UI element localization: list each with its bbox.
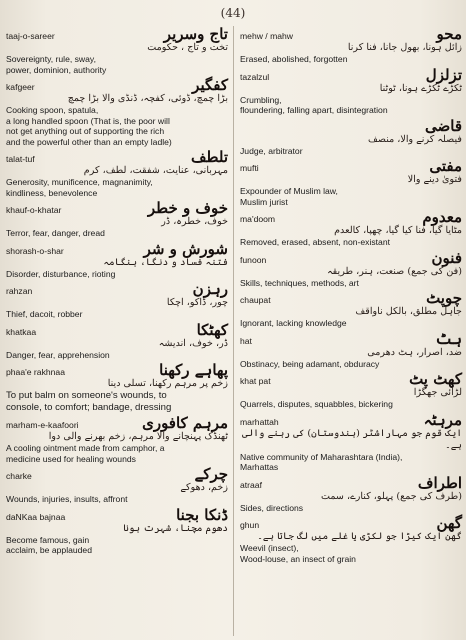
- english-definition: Terror, fear, danger, dread: [6, 228, 105, 238]
- urdu-headword: شورش و شر: [143, 239, 228, 258]
- entry-head: [6, 26, 228, 42]
- urdu-headword: گھن: [436, 514, 462, 532]
- dictionary-entry: [6, 77, 228, 147]
- urdu-meaning: خوف، خطرہ، ڈر: [161, 216, 228, 227]
- entry-head: [240, 209, 462, 225]
- entry-head: [240, 67, 462, 83]
- dictionary-entry: [6, 362, 228, 413]
- transliteration: atraaf: [240, 479, 262, 490]
- entry-head: [6, 241, 228, 257]
- urdu-headword: خوف و خطر: [147, 199, 228, 217]
- english-definition: a long handled spoon (That is, the poor will: [6, 115, 170, 126]
- english-definition: Erased, abolished, forgotten: [240, 54, 348, 64]
- dictionary-entry: [6, 507, 228, 556]
- dictionary-entry: [240, 371, 462, 410]
- transliteration: hat: [240, 335, 252, 346]
- urdu-meaning: فتویٰ دینے والا: [407, 174, 462, 185]
- dictionary-entry: [6, 466, 228, 505]
- english-definition: Native community of Maharashtara (India),: [240, 451, 403, 462]
- urdu-headword: محو: [436, 25, 462, 43]
- english-definition: Cooking spoon, spatula,: [6, 105, 99, 115]
- english-definition: Judge, arbitrator: [240, 145, 303, 156]
- urdu-meaning: ایک قوم جو مہاراشٹر (ہندوستان) کی رہنے والی ہے۔: [242, 427, 462, 451]
- transliteration: mufti: [240, 163, 259, 173]
- urdu-meaning: مہربانی، عنایت، شفقت، لطف، کرم: [83, 165, 228, 176]
- english-definition: Removed, erased, absent, non-existant: [240, 237, 391, 247]
- dictionary-entry: [240, 290, 462, 329]
- transliteration: funoon: [240, 254, 267, 265]
- dictionary-entry: [6, 415, 228, 464]
- english-definition: Skills, techniques, methods, art: [240, 277, 359, 288]
- entry-head: [6, 77, 228, 93]
- urdu-headword: فنون: [431, 248, 462, 267]
- urdu-headword: پھاہے رکھنا: [159, 361, 228, 379]
- dictionary-entry: [6, 322, 228, 361]
- transliteration: shorash-o-shar: [6, 245, 64, 256]
- urdu-headword: چوپٹ: [426, 289, 462, 307]
- urdu-meaning: جاہل مطلق، بالکل ناواقف: [355, 306, 462, 317]
- english-definition: Sides, directions: [240, 502, 304, 513]
- english-definition: Obstinacy, being adamant, obduracy: [240, 358, 380, 369]
- urdu-headword: مرہٹہ: [423, 410, 462, 429]
- transliteration: phaa'e rakhnaa: [6, 367, 65, 377]
- urdu-headword: تاج وسریر: [163, 25, 228, 43]
- urdu-meaning: (طرف کی جمع) پہلو، کنارے، سمت: [320, 490, 462, 502]
- entry-head: [240, 515, 462, 531]
- entry-head: [6, 281, 228, 297]
- english-definition: acclaim, be applauded: [6, 545, 92, 555]
- urdu-meaning: فیصلہ کرنے والا، منصف: [367, 133, 462, 145]
- english-definition: Become famous, gain: [6, 534, 90, 545]
- transliteration: talat-tuf: [6, 154, 35, 164]
- transliteration: ma'doom: [240, 214, 276, 224]
- dictionary-entry: [6, 241, 228, 280]
- transliteration: khat pat: [240, 376, 271, 386]
- english-definition: Marhattas: [240, 462, 279, 472]
- left-column: [6, 24, 228, 556]
- urdu-meaning: بڑا چمچ، ڈوئی، کفچہ، ڈنڈی والا بڑا چمچ: [67, 93, 228, 104]
- urdu-headword: ہٹ: [435, 329, 462, 348]
- dictionary-entry: [6, 26, 228, 75]
- column-divider: [233, 26, 234, 636]
- dictionary-entry: [240, 158, 462, 207]
- entry-head: [240, 26, 462, 42]
- english-definition: Danger, fear, apprehension: [6, 349, 110, 360]
- dictionary-entry: [240, 209, 462, 248]
- urdu-meaning: ضد، اصرار، ہٹ دھرمی: [367, 346, 462, 358]
- entry-head: [6, 322, 228, 338]
- dictionary-entry: [6, 281, 228, 320]
- transliteration: daNKaa bajnaa: [6, 511, 66, 522]
- english-definition: Disorder, disturbance, rioting: [6, 268, 116, 279]
- urdu-headword: تزلزل: [425, 65, 462, 84]
- english-definition: not get anything out of supporting the rich: [6, 126, 165, 136]
- urdu-headword: مفتی: [429, 157, 462, 175]
- dictionary-entry: [240, 475, 462, 514]
- urdu-meaning: مٹایا گیا، فنا کیا گیا، چھپا، کالعدم: [334, 225, 462, 236]
- entry-head: [240, 118, 462, 134]
- urdu-meaning: زائل ہونا، بھول جانا، فنا کرنا: [347, 42, 462, 53]
- english-definition: Quarrels, disputes, squabbles, bickering: [240, 399, 393, 409]
- urdu-headword: تلطف: [191, 148, 228, 166]
- entry-head: [6, 200, 228, 216]
- entry-head: [240, 475, 462, 491]
- english-definition: Ignorant, lacking knowledge: [240, 318, 347, 328]
- english-definition: Crumbling,: [240, 94, 282, 105]
- entry-head: [240, 331, 462, 347]
- urdu-headword: اطراف: [417, 473, 462, 492]
- english-definition: A cooling ointment made from camphor, a: [6, 443, 165, 453]
- transliteration: rahzan: [6, 286, 33, 296]
- transliteration: khauf-o-khatar: [6, 205, 62, 215]
- dictionary-entry: [240, 412, 462, 473]
- english-definition: Generosity, munificence, magnanimity,: [6, 177, 153, 187]
- urdu-meaning: لڑائی جھگڑا: [413, 387, 462, 398]
- entry-head: [6, 415, 228, 431]
- english-definition: Thief, dacoit, robber: [6, 309, 83, 319]
- entry-head: [240, 371, 462, 387]
- urdu-meaning: فتنہ فساد و دنگا، ہنگامہ: [103, 256, 228, 268]
- transliteration: charke: [6, 471, 32, 481]
- entry-head: [6, 507, 228, 523]
- urdu-headword: ڈنکا بجنا: [176, 505, 228, 524]
- urdu-meaning: ٹکڑے ٹکڑے ہونا، ٹوٹنا: [379, 82, 462, 94]
- transliteration: marham-e-kaafoori: [6, 420, 79, 430]
- urdu-meaning: گھن ایک کیڑا جو لکڑی یا غلے میں لگ جاتا ہے۔: [257, 531, 462, 542]
- english-definition: To put balm on someone's wounds, to: [6, 390, 167, 401]
- transliteration: marhattah: [240, 416, 279, 427]
- dictionary-entry: [240, 515, 462, 564]
- urdu-meaning: ٹھنڈک پہنچانے والا مرہم، زخم بھرنے والی دوا: [48, 431, 228, 442]
- english-definition: Wounds, injuries, insults, affront: [6, 494, 128, 504]
- urdu-headword: رہزن: [192, 280, 228, 298]
- entry-head: [6, 149, 228, 165]
- english-definition: Weevil (insect),: [240, 543, 299, 553]
- english-definition: medicine used for healing wounds: [6, 453, 136, 464]
- dictionary-entry: [6, 200, 228, 239]
- dictionary-entry: [240, 250, 462, 289]
- transliteration: mehw / mahw: [240, 31, 294, 41]
- entry-head: [6, 466, 228, 482]
- urdu-meaning: دھوم مچنا، شہرت ہونا: [123, 522, 228, 534]
- entry-head: [240, 412, 462, 428]
- entry-head: [6, 362, 228, 378]
- english-definition: floundering, falling apart, disintegration: [240, 105, 388, 115]
- english-definition: power, dominion, authority: [6, 64, 107, 75]
- transliteration: ghun: [240, 520, 260, 530]
- urdu-headword: کھٹکا: [196, 320, 228, 339]
- urdu-meaning: (فن کی جمع) صنعت، ہنر، طریقہ: [327, 265, 462, 277]
- urdu-headword: معدوم: [422, 208, 462, 226]
- urdu-headword: کفگیر: [192, 76, 228, 94]
- urdu-headword: چرکے: [194, 465, 228, 483]
- transliteration: chaupat: [240, 295, 271, 305]
- dictionary-entry: [240, 26, 462, 65]
- urdu-meaning: زخم پر مرہم رکھنا، تسلی دینا: [107, 378, 228, 389]
- english-definition: and the powerful other than an empty ladle): [6, 136, 172, 147]
- urdu-meaning: تخت و تاج ، حکومت: [147, 42, 228, 53]
- transliteration: tazalzul: [240, 71, 270, 82]
- urdu-headword: کھٹ پٹ: [409, 370, 462, 388]
- entry-head: [240, 158, 462, 174]
- urdu-headword: قاضی: [425, 116, 462, 135]
- english-definition: Sovereignty, rule, sway,: [6, 54, 96, 64]
- urdu-meaning: ڈر، خوف، اندیشہ: [158, 337, 228, 349]
- transliteration: taaj-o-sareer: [6, 31, 55, 41]
- english-definition: console, to comfort; bandage, dressing: [6, 401, 172, 413]
- transliteration: kafgeer: [6, 82, 35, 92]
- english-definition: kindliness, benevolence: [6, 187, 98, 198]
- dictionary-entry: [240, 331, 462, 370]
- transliteration: khatkaa: [6, 326, 37, 337]
- dictionary-entry: [240, 67, 462, 116]
- urdu-headword: مرہم کافوری: [142, 414, 228, 432]
- english-definition: Expounder of Muslim law,: [240, 186, 338, 196]
- page-number: (44): [220, 6, 246, 20]
- english-definition: Wood-louse, an insect of grain: [240, 553, 356, 564]
- entry-head: [240, 250, 462, 266]
- dictionary-entry: [6, 149, 228, 198]
- right-column: [240, 24, 462, 564]
- urdu-meaning: چور، ڈاکو، اچکا: [166, 297, 228, 308]
- entry-head: [240, 290, 462, 306]
- english-definition: Muslim jurist: [240, 196, 288, 207]
- urdu-meaning: زخم، دھوکے: [180, 482, 228, 493]
- dictionary-entry: [240, 118, 462, 157]
